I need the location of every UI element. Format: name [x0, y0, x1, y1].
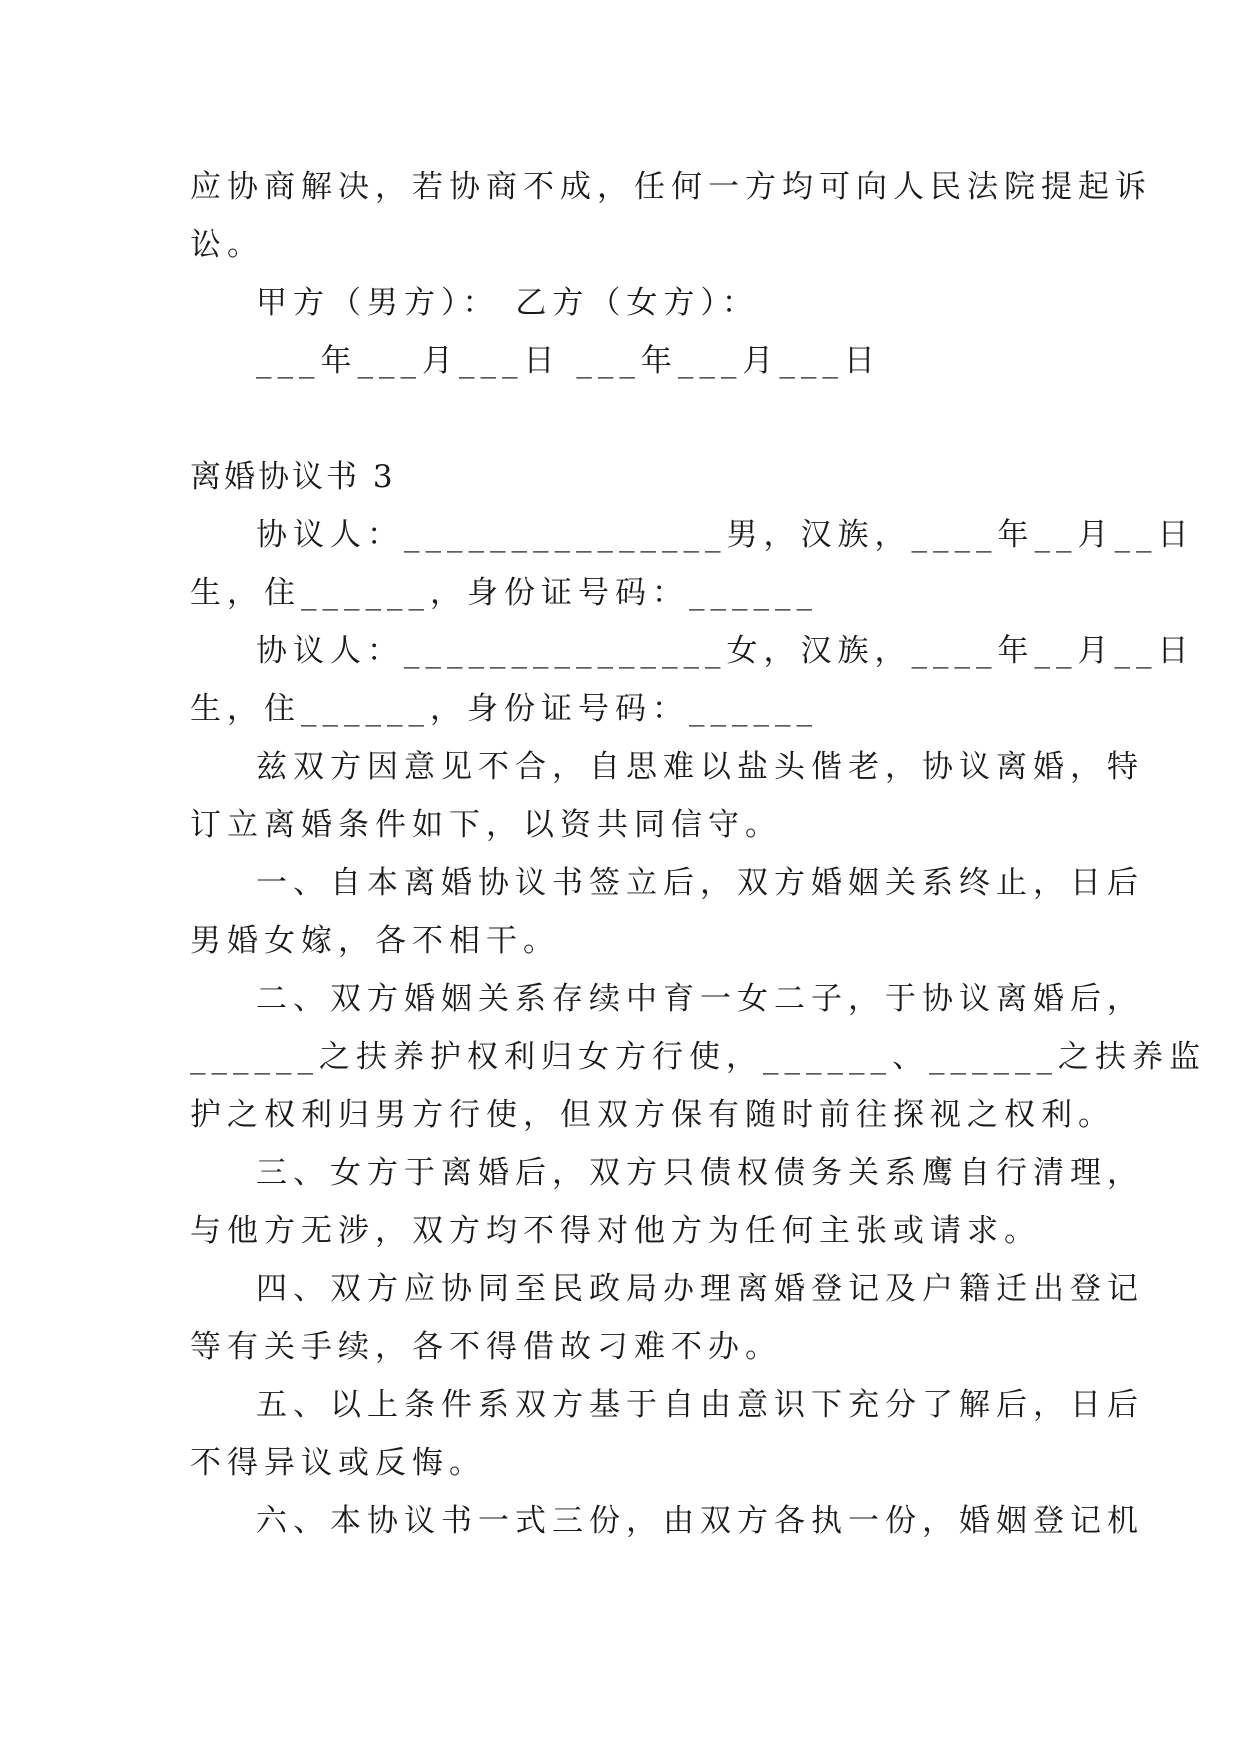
clause-line: 四、双方应协同至民政局办理离婚登记及户籍迁出登记 — [256, 1271, 1144, 1307]
clause-line: 不得异议或反悔。 — [190, 1445, 486, 1481]
clause-line: 等有关手续，各不得借故刁难不办。 — [190, 1329, 782, 1365]
paragraph-line: 订立离婚条件如下，以资共同信守。 — [190, 807, 782, 843]
section-gap — [190, 390, 1060, 448]
clause-line: 三、女方于离婚后，双方只债权债务关系鹰自行清理， — [256, 1155, 1144, 1191]
party-info-line: 协议人：_______________女，汉族，____年__月__日 — [256, 633, 1195, 669]
party-info-line: 协议人：_______________男，汉族，____年__月__日 — [256, 517, 1195, 553]
paragraph-line: 讼。 — [190, 227, 264, 263]
signature-date-line: ___年___月___日 ___年___月___日 — [256, 343, 881, 379]
section-title: 离婚协议书 3 — [190, 459, 396, 495]
clause-line: ______之扶养护权利归女方行使，______、______之扶养监 — [190, 1039, 1206, 1075]
paragraph-line: 兹双方因意见不合，自思难以盐头偕老，协议离婚，特 — [256, 749, 1144, 785]
clause-line: 男婚女嫁，各不相干。 — [190, 923, 560, 959]
paragraph-line: 应协商解决，若协商不成，任何一方均可向人民法院提起诉 — [190, 169, 1152, 205]
document-body — [190, 158, 1206, 1550]
party-info-line: 生，住______，身份证号码：______ — [190, 691, 818, 727]
clause-line: 二、双方婚姻关系存续中育一女二子，于协议离婚后， — [256, 981, 1144, 1017]
clause-line: 护之权利归男方行使，但双方保有随时前往探视之权利。 — [190, 1097, 1115, 1133]
clause-line: 五、以上条件系双方基于自由意识下充分了解后，日后 — [256, 1387, 1144, 1423]
clause-line: 与他方无涉，双方均不得对他方为任何主张或请求。 — [190, 1213, 1041, 1249]
clause-line: 一、自本离婚协议书签立后，双方婚姻关系终止，日后 — [256, 865, 1144, 901]
party-info-line: 生，住______，身份证号码：______ — [190, 575, 818, 611]
clause-line: 六、本协议书一式三份，由双方各执一份，婚姻登记机 — [256, 1503, 1144, 1539]
signature-parties-line: 甲方（男方）： 乙方（女方）： — [256, 285, 759, 321]
